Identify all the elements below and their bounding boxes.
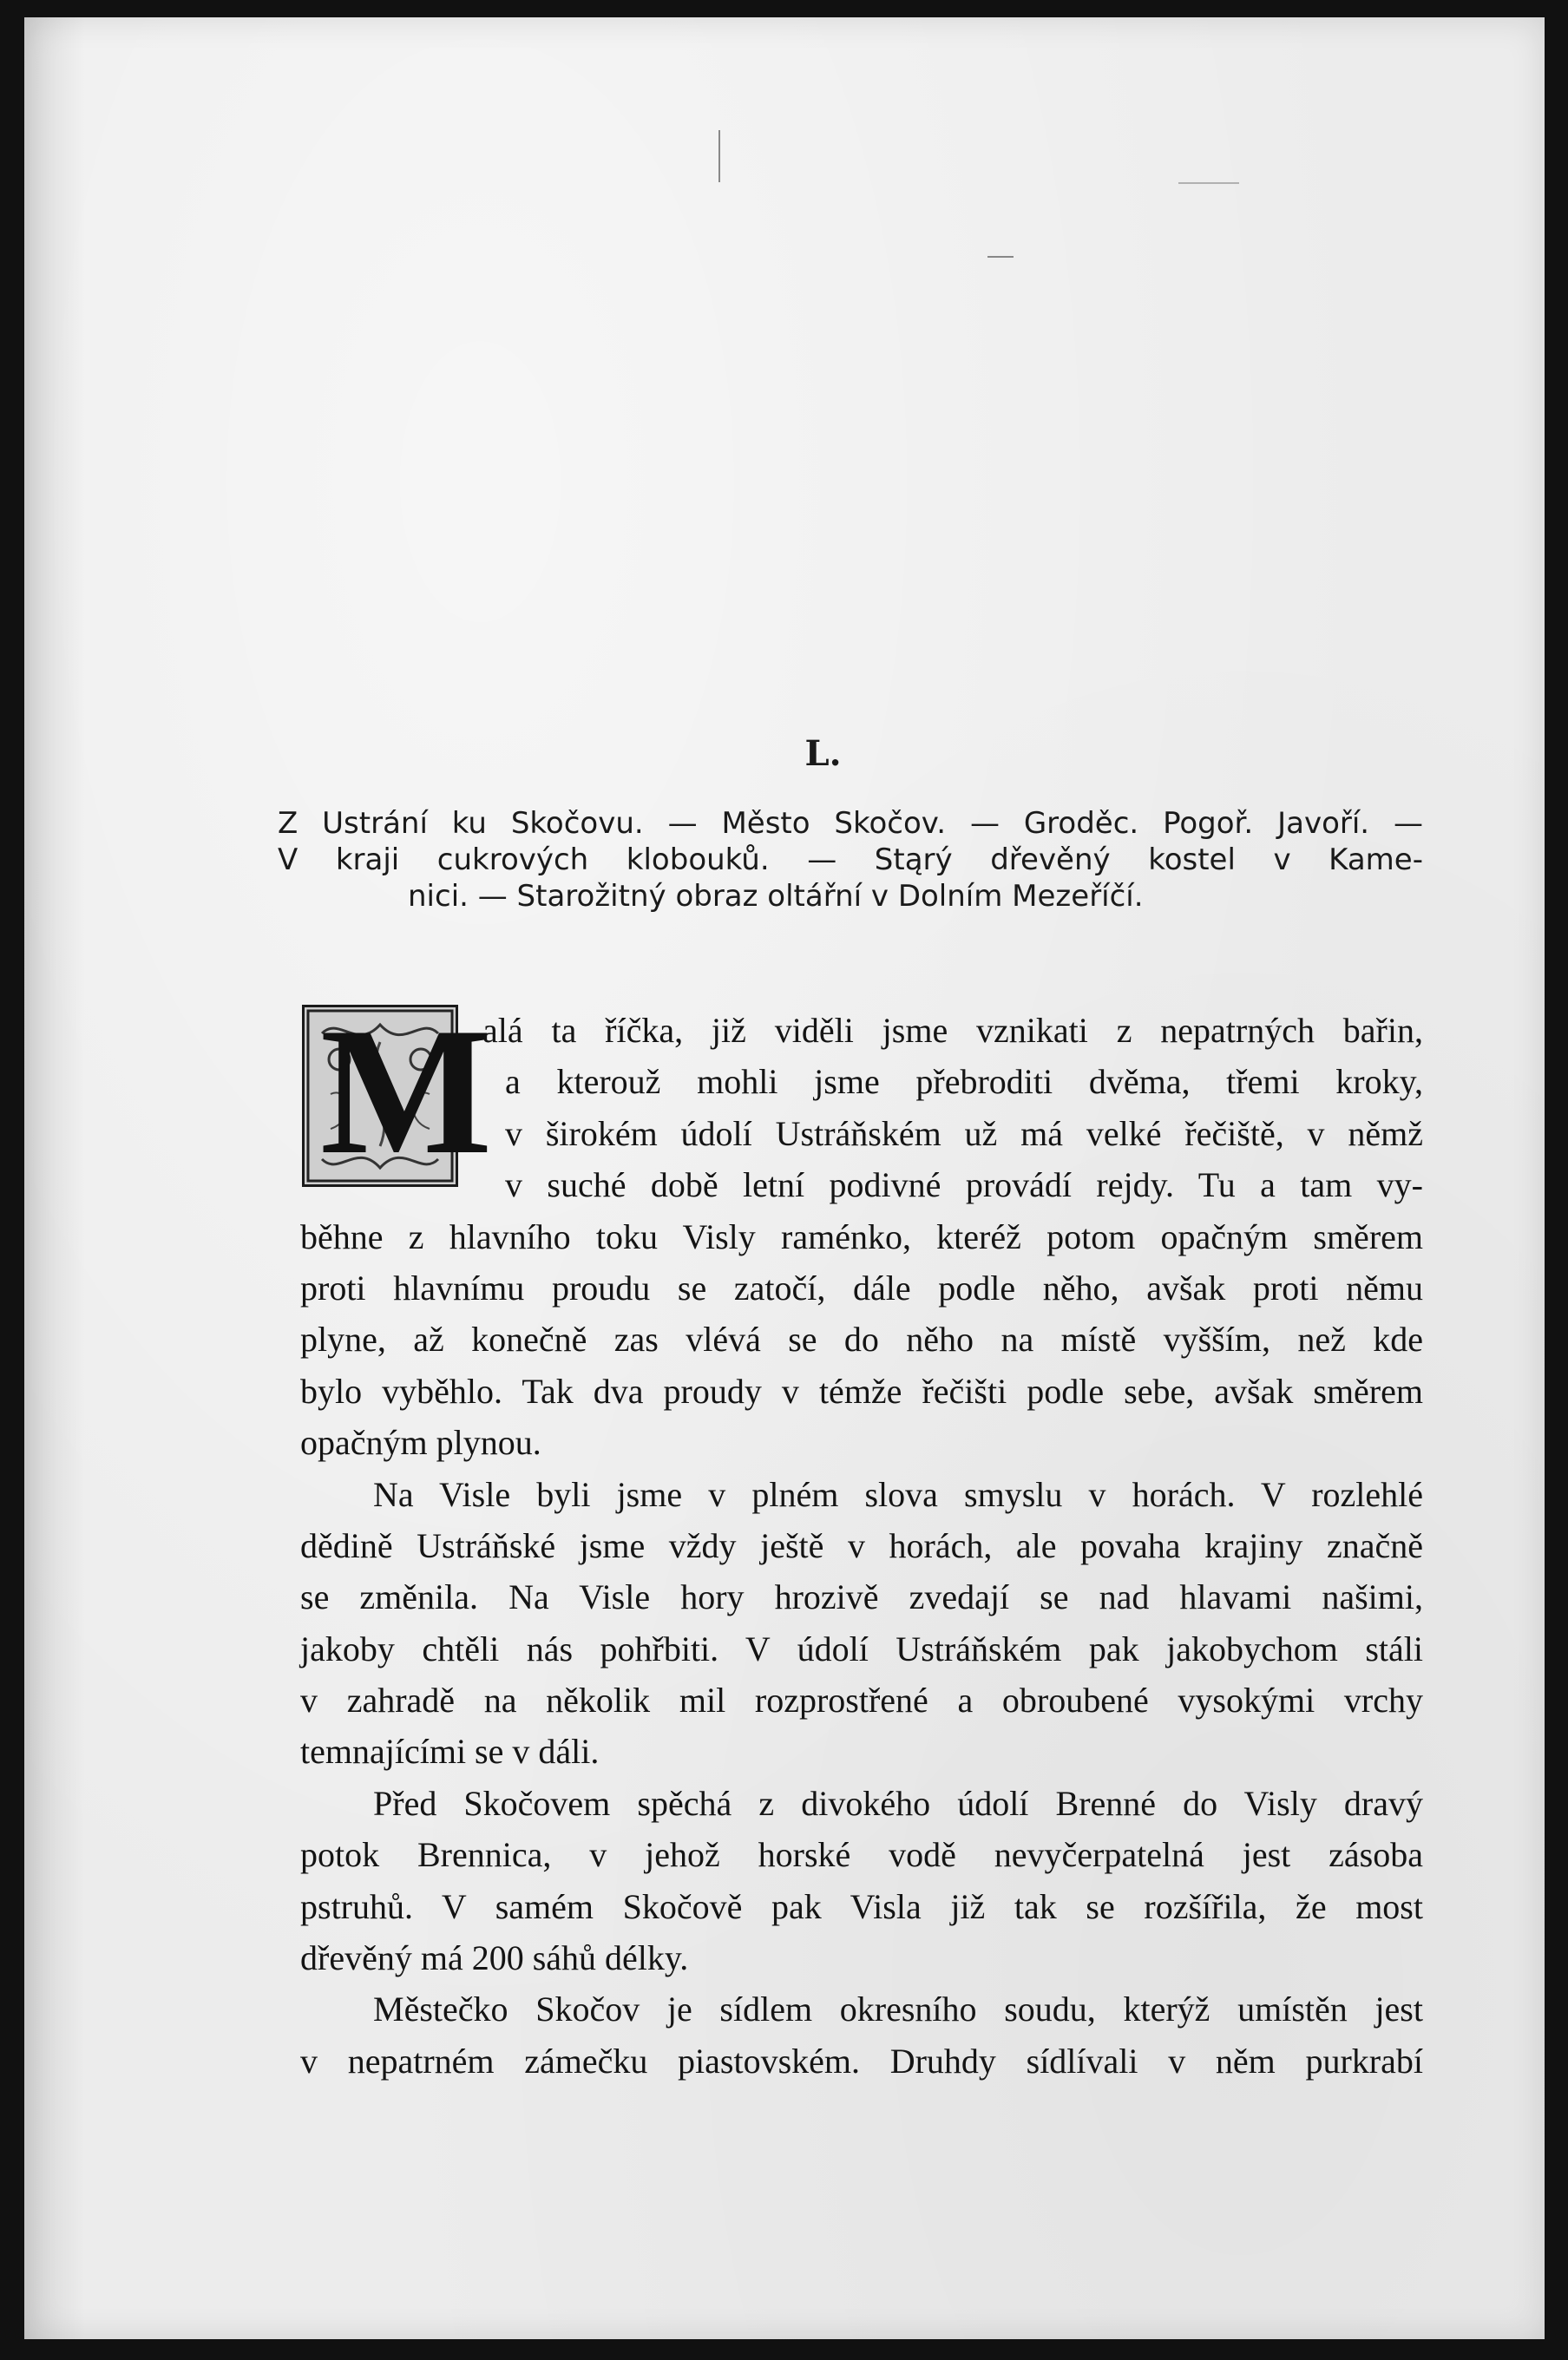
text-line: opačným plynou. [300, 1423, 541, 1463]
text-line: temnajícími se v dáli. [300, 1732, 600, 1772]
summary-line: Z Ustrání ku Skočovu. — Město Skočov. — Groděc. Pogoř. Javoří. — [278, 806, 1423, 841]
paragraph [300, 1469, 1423, 1778]
text-line: proti hlavnímu proudu se zatočí, dále podle něho, avšak proti němu [300, 1268, 1423, 1308]
text-line: bylo vyběhlo. Tak dva proudy v témže řečišti podle sebe, avšak směrem [300, 1371, 1423, 1411]
dropcap-letter: M [320, 991, 493, 1192]
text-line: v širokém údolí Ustráňském už má velké řečiště, v němž [505, 1113, 1423, 1153]
text-line: dřevěný má 200 sáhů délky. [300, 1938, 689, 1978]
chapter-number: L. [804, 733, 842, 774]
body-text [300, 1005, 1423, 2087]
text-line: v zahradě na několik mil rozprostřené a obroubené vysokými vrchy [300, 1681, 1423, 1721]
text-line: jakoby chtěli nás pohřbiti. V údolí Ustráňském pak jakobychom stáli [300, 1629, 1423, 1668]
text-line: v suché době letní podivné provádí rejdy. Tu a tam vy- [505, 1165, 1423, 1205]
text-line: se změnila. Na Visle hory hrozivě zvedají se nad hlavami našimi, [300, 1577, 1423, 1617]
scan-speck [718, 130, 720, 182]
text-line: plyne, až konečně zas vlévá se do něho na místě vyšším, než kde [300, 1320, 1423, 1360]
chapter-summary [278, 805, 1423, 914]
paragraph [300, 1983, 1423, 2087]
text-line: Na Visle byli jsme v plném slova smyslu v horách. V rozlehlé [373, 1474, 1423, 1514]
scan-speck [987, 256, 1014, 258]
summary-line: nici. — Starožitný obraz oltářní v Dolním Mezeříčí. [408, 879, 1144, 914]
summary-line: V kraji cukrových klobouků. — Stąrý dřevěný kostel v Kame- [278, 842, 1423, 877]
text-line: Před Skočovem spěchá z divokého údolí Brenné do Visly dravý [373, 1783, 1423, 1823]
text-line: v nepatrném zámečku piastovském. Druhdy sídlívali v něm purkrabí [300, 2041, 1423, 2081]
paragraph [300, 1005, 1423, 1469]
text-line: Městečko Skočov je sídlem okresního soudu, kterýž umístěn jest [373, 1990, 1423, 2029]
text-line: alá ta říčka, již viděli jsme vznikati z nepatrných bařin, [482, 1011, 1423, 1050]
text-line: běhne z hlavního toku Visly raménko, kteréž potom opačným směrem [300, 1216, 1423, 1256]
paragraph [300, 1778, 1423, 1984]
text-line: a kterouž mohli jsme přebroditi dvěma, třemi kroky, [505, 1062, 1423, 1102]
text-line: potok Brennica, v jehož horské vodě nevyčerpatelná jest zásoba [300, 1835, 1423, 1875]
text-line: dědině Ustráňské jsme vždy ještě v horách, ale povaha krajiny značně [300, 1525, 1423, 1565]
text-line: pstruhů. V samém Skočově pak Visla již tak se rozšířila, že most [300, 1886, 1423, 1926]
scan-speck [1178, 182, 1239, 184]
